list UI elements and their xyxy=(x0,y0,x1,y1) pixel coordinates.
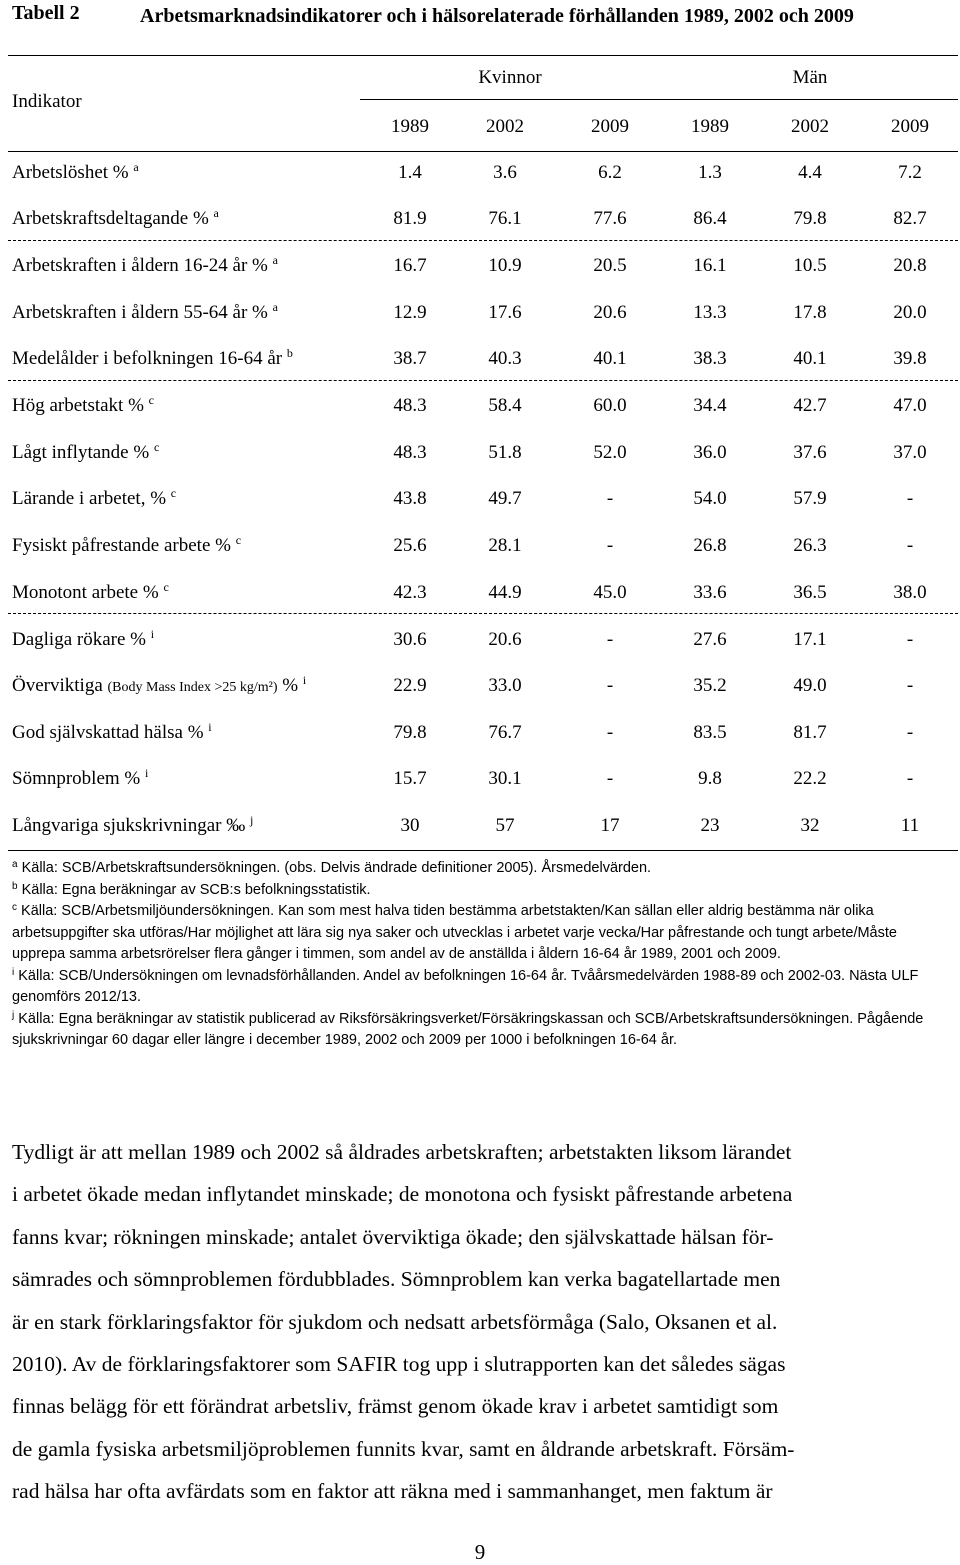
footnote xyxy=(12,901,942,966)
body-line: Tydligt är att mellan 1989 och 2002 så åldrades arbetskraften; arbetstakten liksom lärandet xyxy=(12,1140,792,1164)
footnote-mark: j xyxy=(249,813,254,827)
table-cell: 20.5 xyxy=(593,255,627,276)
footnote xyxy=(12,880,942,902)
table-cell: 83.5 xyxy=(693,722,727,743)
footnote-text: Källa: Egna beräkningar av statistik publicerad av Riksförsäkringsverket/Försäkringskassan och SCB/Arbetskraftsundersökningen. Pågående sjukskrivningar 60 dagar eller längre i december 1989, 2002 och 2009 per 1000 i befolkningen 16-64 år. xyxy=(12,1010,924,1048)
footnote-mark: a xyxy=(272,253,278,267)
table-cell: 79.8 xyxy=(793,208,827,229)
table-cell: - xyxy=(906,535,914,556)
body-line: sämrades och sömnproblemen fördubblades. Sömnproblem kan verka bagatellartade men xyxy=(12,1267,781,1292)
table-row xyxy=(0,629,960,659)
table-cell: 1.3 xyxy=(698,162,722,183)
table-cell: 11 xyxy=(900,815,920,836)
table-cell: 54.0 xyxy=(693,488,727,509)
table-row xyxy=(0,208,960,238)
table-cell: 33.6 xyxy=(693,582,727,603)
footnote-mark: c xyxy=(153,440,160,454)
table-cell: 48.3 xyxy=(393,395,427,416)
section-divider xyxy=(8,613,958,614)
footnote-mark: i xyxy=(208,720,212,734)
table-cell: 49.0 xyxy=(793,675,827,696)
table-row xyxy=(0,442,960,472)
group-underline xyxy=(360,99,958,100)
body-line: i arbetet ökade medan inflytandet minskade; de monotona och fysiskt påfrestande arbetena xyxy=(12,1182,793,1207)
row-label-text: Arbetslöshet % xyxy=(12,162,134,183)
table-cell: 6.2 xyxy=(598,162,622,183)
footnote-mark: j xyxy=(12,1009,15,1021)
table-cell: 33.0 xyxy=(488,675,522,696)
table-label: Tabell 2 xyxy=(12,2,80,24)
table-cell: - xyxy=(906,629,914,650)
table-row xyxy=(0,395,960,425)
row-label xyxy=(12,348,293,370)
table-cell: 42.7 xyxy=(793,395,827,416)
table-cell: 17.1 xyxy=(793,629,827,650)
table-cell: - xyxy=(606,629,614,650)
header-top-rule xyxy=(8,55,958,56)
footnote xyxy=(12,1009,942,1052)
table-cell: 38.7 xyxy=(393,348,427,369)
table-cell: 16.1 xyxy=(693,255,727,276)
women-header: Kvinnor xyxy=(478,67,542,88)
table-cell: 82.7 xyxy=(893,208,927,229)
row-label xyxy=(12,208,219,230)
body-paragraph xyxy=(12,1131,948,1513)
table-cell: - xyxy=(906,488,914,509)
table-cell: 30.6 xyxy=(393,629,427,650)
table-cell: 7.2 xyxy=(898,162,922,183)
table-cell: 23 xyxy=(700,815,720,836)
table-cell: 43.8 xyxy=(393,488,427,509)
row-label xyxy=(12,488,176,510)
table-cell: 34.4 xyxy=(693,395,727,416)
table-row xyxy=(0,815,960,845)
table-cell: 77.6 xyxy=(593,208,627,229)
row-label xyxy=(12,535,241,557)
body-line: finnas belägg för ett förändrat arbetsliv, främst genom ökade krav i arbetet samtidigt som xyxy=(12,1394,779,1419)
table-cell: 10.5 xyxy=(793,255,827,276)
row-label xyxy=(12,675,306,697)
table-cell: 37.6 xyxy=(793,442,827,463)
table-cell: 26.3 xyxy=(793,535,827,556)
footnote-mark: a xyxy=(213,206,219,220)
table-cell: 52.0 xyxy=(593,442,627,463)
table-cell: 25.6 xyxy=(393,535,427,556)
table-row xyxy=(0,768,960,798)
row-label xyxy=(12,395,154,417)
footnote-mark: b xyxy=(12,880,18,892)
table-cell: - xyxy=(906,768,914,789)
row-label-text: Medelålder i befolkningen 16-64 år xyxy=(12,348,287,369)
footnote-mark: i xyxy=(145,766,149,780)
table-title: Arbetsmarknadsindikatorer och i hälsorelaterade förhållanden 1989, 2002 och 2009 xyxy=(140,5,854,27)
row-label-text: Monotont arbete % xyxy=(12,582,164,603)
table-bottom-rule xyxy=(8,850,958,851)
table-cell: 37.0 xyxy=(893,442,927,463)
footnote-mark: i xyxy=(302,673,307,687)
table-row xyxy=(0,535,960,565)
footnote-mark: c xyxy=(235,533,242,547)
table-cell: 58.4 xyxy=(488,395,522,416)
table-cell: 20.6 xyxy=(593,302,627,323)
table-cell: 57 xyxy=(495,815,515,836)
year-header: 1989 xyxy=(691,116,729,137)
table-cell: 76.7 xyxy=(488,722,522,743)
page-number: 9 xyxy=(474,1540,486,1564)
footnote-text: Källa: SCB/Arbetsmiljöundersökningen. Kan som mest halva tiden bestämma arbetstakten/Kan sällan eller aldrig bestämma när olika arbetsuppgifter ska utföras/Har möjlighet att lära sig nya saker och utvecklas i arbetet varje vecka/Har påfrestande och tungt arbete/Måste upprepa samma arbetsrörelser flera gånger i timmen, som andel av de anställda i åldern 16-64 år 1989, 2001 och 2009. xyxy=(12,903,897,962)
table-row xyxy=(0,722,960,752)
footnote-mark: b xyxy=(286,346,293,360)
table-cell: - xyxy=(606,488,614,509)
footnote-mark: a xyxy=(272,300,278,314)
table-cell: 12.9 xyxy=(393,302,427,323)
row-label-text: Lågt inflytande % xyxy=(12,442,154,463)
footnote-mark: c xyxy=(148,393,154,407)
footnote-text: Källa: Egna beräkningar av SCB:s befolkningsstatistik. xyxy=(17,881,371,898)
table-cell: 79.8 xyxy=(393,722,427,743)
table-cell: - xyxy=(906,722,914,743)
table-cell: 48.3 xyxy=(393,442,427,463)
row-label-text: Överviktiga xyxy=(12,675,108,696)
table-cell: 16.7 xyxy=(393,255,427,276)
table-cell: 17.6 xyxy=(488,302,522,323)
table-cell: 27.6 xyxy=(693,629,727,650)
table-cell: 51.8 xyxy=(488,442,522,463)
footnote-mark: a xyxy=(133,160,139,174)
table-cell: 32 xyxy=(800,815,820,836)
year-header: 2002 xyxy=(791,116,829,137)
table-cell: 47.0 xyxy=(893,395,927,416)
table-cell: 38.3 xyxy=(693,348,727,369)
footnotes xyxy=(12,858,942,1052)
footnote-mark: i xyxy=(12,966,15,978)
table-cell: 76.1 xyxy=(488,208,522,229)
year-header: 2009 xyxy=(891,116,929,137)
body-line: de gamla fysiska arbetsmiljöproblemen funnits kvar, samt en åldrande arbetskraft. Försäm- xyxy=(12,1436,795,1461)
table-cell: 22.2 xyxy=(793,768,827,789)
table-cell: 36.0 xyxy=(693,442,727,463)
table-cell: 39.8 xyxy=(893,348,927,369)
footnote-text: Källa: SCB/Undersökningen om levnadsförhållanden. Andel av befolkningen 16-64 år. Tvåårsmedelvärden 1988-89 och 2002-03. Nästa ULF genomförs 2012/13. xyxy=(12,967,919,1005)
footnote-mark: i xyxy=(150,627,155,641)
indicator-header: Indikator xyxy=(12,91,82,112)
table-row xyxy=(0,162,960,192)
table-cell: - xyxy=(606,768,614,789)
table-cell: 15.7 xyxy=(393,768,427,789)
row-label xyxy=(12,629,154,651)
table-cell: 17 xyxy=(600,815,620,836)
table-cell: 10.9 xyxy=(488,255,522,276)
row-label-text: Hög arbetstakt % xyxy=(12,395,149,416)
footnote-mark: c xyxy=(170,486,177,500)
table-cell: 44.9 xyxy=(488,582,522,603)
body-line: är en stark förklaringsfaktor för sjukdom och nedsatt arbetsförmåga (Salo, Oksanen et al. xyxy=(12,1309,778,1334)
men-header: Män xyxy=(792,67,828,88)
table-cell: 40.1 xyxy=(593,348,627,369)
table-cell: 81.9 xyxy=(393,208,427,229)
table-row xyxy=(0,488,960,518)
table-cell: 20.0 xyxy=(893,302,927,323)
row-label xyxy=(12,442,159,464)
row-label-text: Arbetskraftsdeltagande % xyxy=(12,208,214,229)
row-label xyxy=(12,722,212,744)
row-label xyxy=(12,255,278,277)
table-cell: 40.1 xyxy=(793,348,827,369)
table-cell: 20.8 xyxy=(893,255,927,276)
row-label xyxy=(12,815,253,837)
table-cell: 17.8 xyxy=(793,302,827,323)
table-cell: 22.9 xyxy=(393,675,427,696)
row-label xyxy=(12,768,148,790)
row-label-text: Fysiskt påfrestande arbete % xyxy=(12,535,236,556)
header-bottom-rule xyxy=(8,151,958,152)
row-label xyxy=(12,582,169,604)
row-label-text: Lärande i arbetet, % xyxy=(12,488,171,509)
table-row xyxy=(0,302,960,332)
body-line: rad hälsa har ofta avfärdats som en faktor att räkna med i sammanhanget, men faktum är xyxy=(12,1479,773,1504)
row-label-text: God självskattad hälsa % xyxy=(12,722,209,743)
body-line: 2010). Av de förklaringsfaktorer som SAFIR tog upp i slutrapporten kan det således sägas xyxy=(12,1352,786,1377)
table-row xyxy=(0,582,960,612)
footnote-mark: c xyxy=(12,902,17,913)
table-cell: 26.8 xyxy=(693,535,727,556)
table-cell: - xyxy=(906,675,914,696)
table-cell: 4.4 xyxy=(798,162,822,183)
table-cell: 86.4 xyxy=(693,208,727,229)
table-cell: 30.1 xyxy=(488,768,522,789)
table-row xyxy=(0,255,960,285)
year-header: 2009 xyxy=(591,116,629,137)
table-cell: 81.7 xyxy=(793,722,827,743)
table-cell: - xyxy=(606,722,614,743)
table-cell: 57.9 xyxy=(793,488,827,509)
table-cell: 42.3 xyxy=(393,582,427,603)
row-label-text: Arbetskraften i åldern 16-24 år % xyxy=(12,255,273,276)
table-cell: 40.3 xyxy=(488,348,522,369)
footnote xyxy=(12,966,942,1009)
footnote-mark: a xyxy=(12,859,18,870)
section-divider xyxy=(8,240,958,241)
row-label xyxy=(12,162,139,184)
row-label-text-after: % xyxy=(277,675,303,696)
row-label-text: Sömnproblem % xyxy=(12,768,145,789)
footnote-text: Källa: SCB/Arbetskraftsundersökningen. (obs. Delvis ändrade definitioner 2005). Årsmedelvärden. xyxy=(17,860,652,876)
table-cell: 9.8 xyxy=(698,768,722,789)
table-cell: 28.1 xyxy=(488,535,522,556)
row-label-text: Arbetskraften i åldern 55-64 år % xyxy=(12,302,273,323)
table-cell: 60.0 xyxy=(593,395,627,416)
year-header: 1989 xyxy=(391,116,429,137)
table-cell: 1.4 xyxy=(398,162,422,183)
table-cell: 20.6 xyxy=(488,629,522,650)
table-cell: 49.7 xyxy=(488,488,522,509)
row-label-text: Dagliga rökare % xyxy=(12,629,151,650)
section-divider xyxy=(8,380,958,381)
table-row xyxy=(0,675,960,705)
row-label-note: (Body Mass Index >25 kg/m²) xyxy=(107,680,278,695)
table-cell: 36.5 xyxy=(793,582,827,603)
footnote xyxy=(12,858,942,880)
table-cell: - xyxy=(606,675,614,696)
row-label xyxy=(12,302,278,324)
table-cell: 13.3 xyxy=(693,302,727,323)
table-cell: 35.2 xyxy=(693,675,727,696)
table-cell: 45.0 xyxy=(593,582,627,603)
body-line: fanns kvar; rökningen minskade; antalet överviktiga ökade; den självskattade hälsan för- xyxy=(12,1224,774,1249)
table-cell: 38.0 xyxy=(893,582,927,603)
table-cell: 3.6 xyxy=(493,162,517,183)
footnote-mark: c xyxy=(163,580,169,594)
table-cell: - xyxy=(606,535,614,556)
year-header: 2002 xyxy=(486,116,524,137)
table-cell: 30 xyxy=(400,815,420,836)
table-row xyxy=(0,348,960,378)
row-label-text: Långvariga sjukskrivningar ‰ xyxy=(12,815,250,836)
